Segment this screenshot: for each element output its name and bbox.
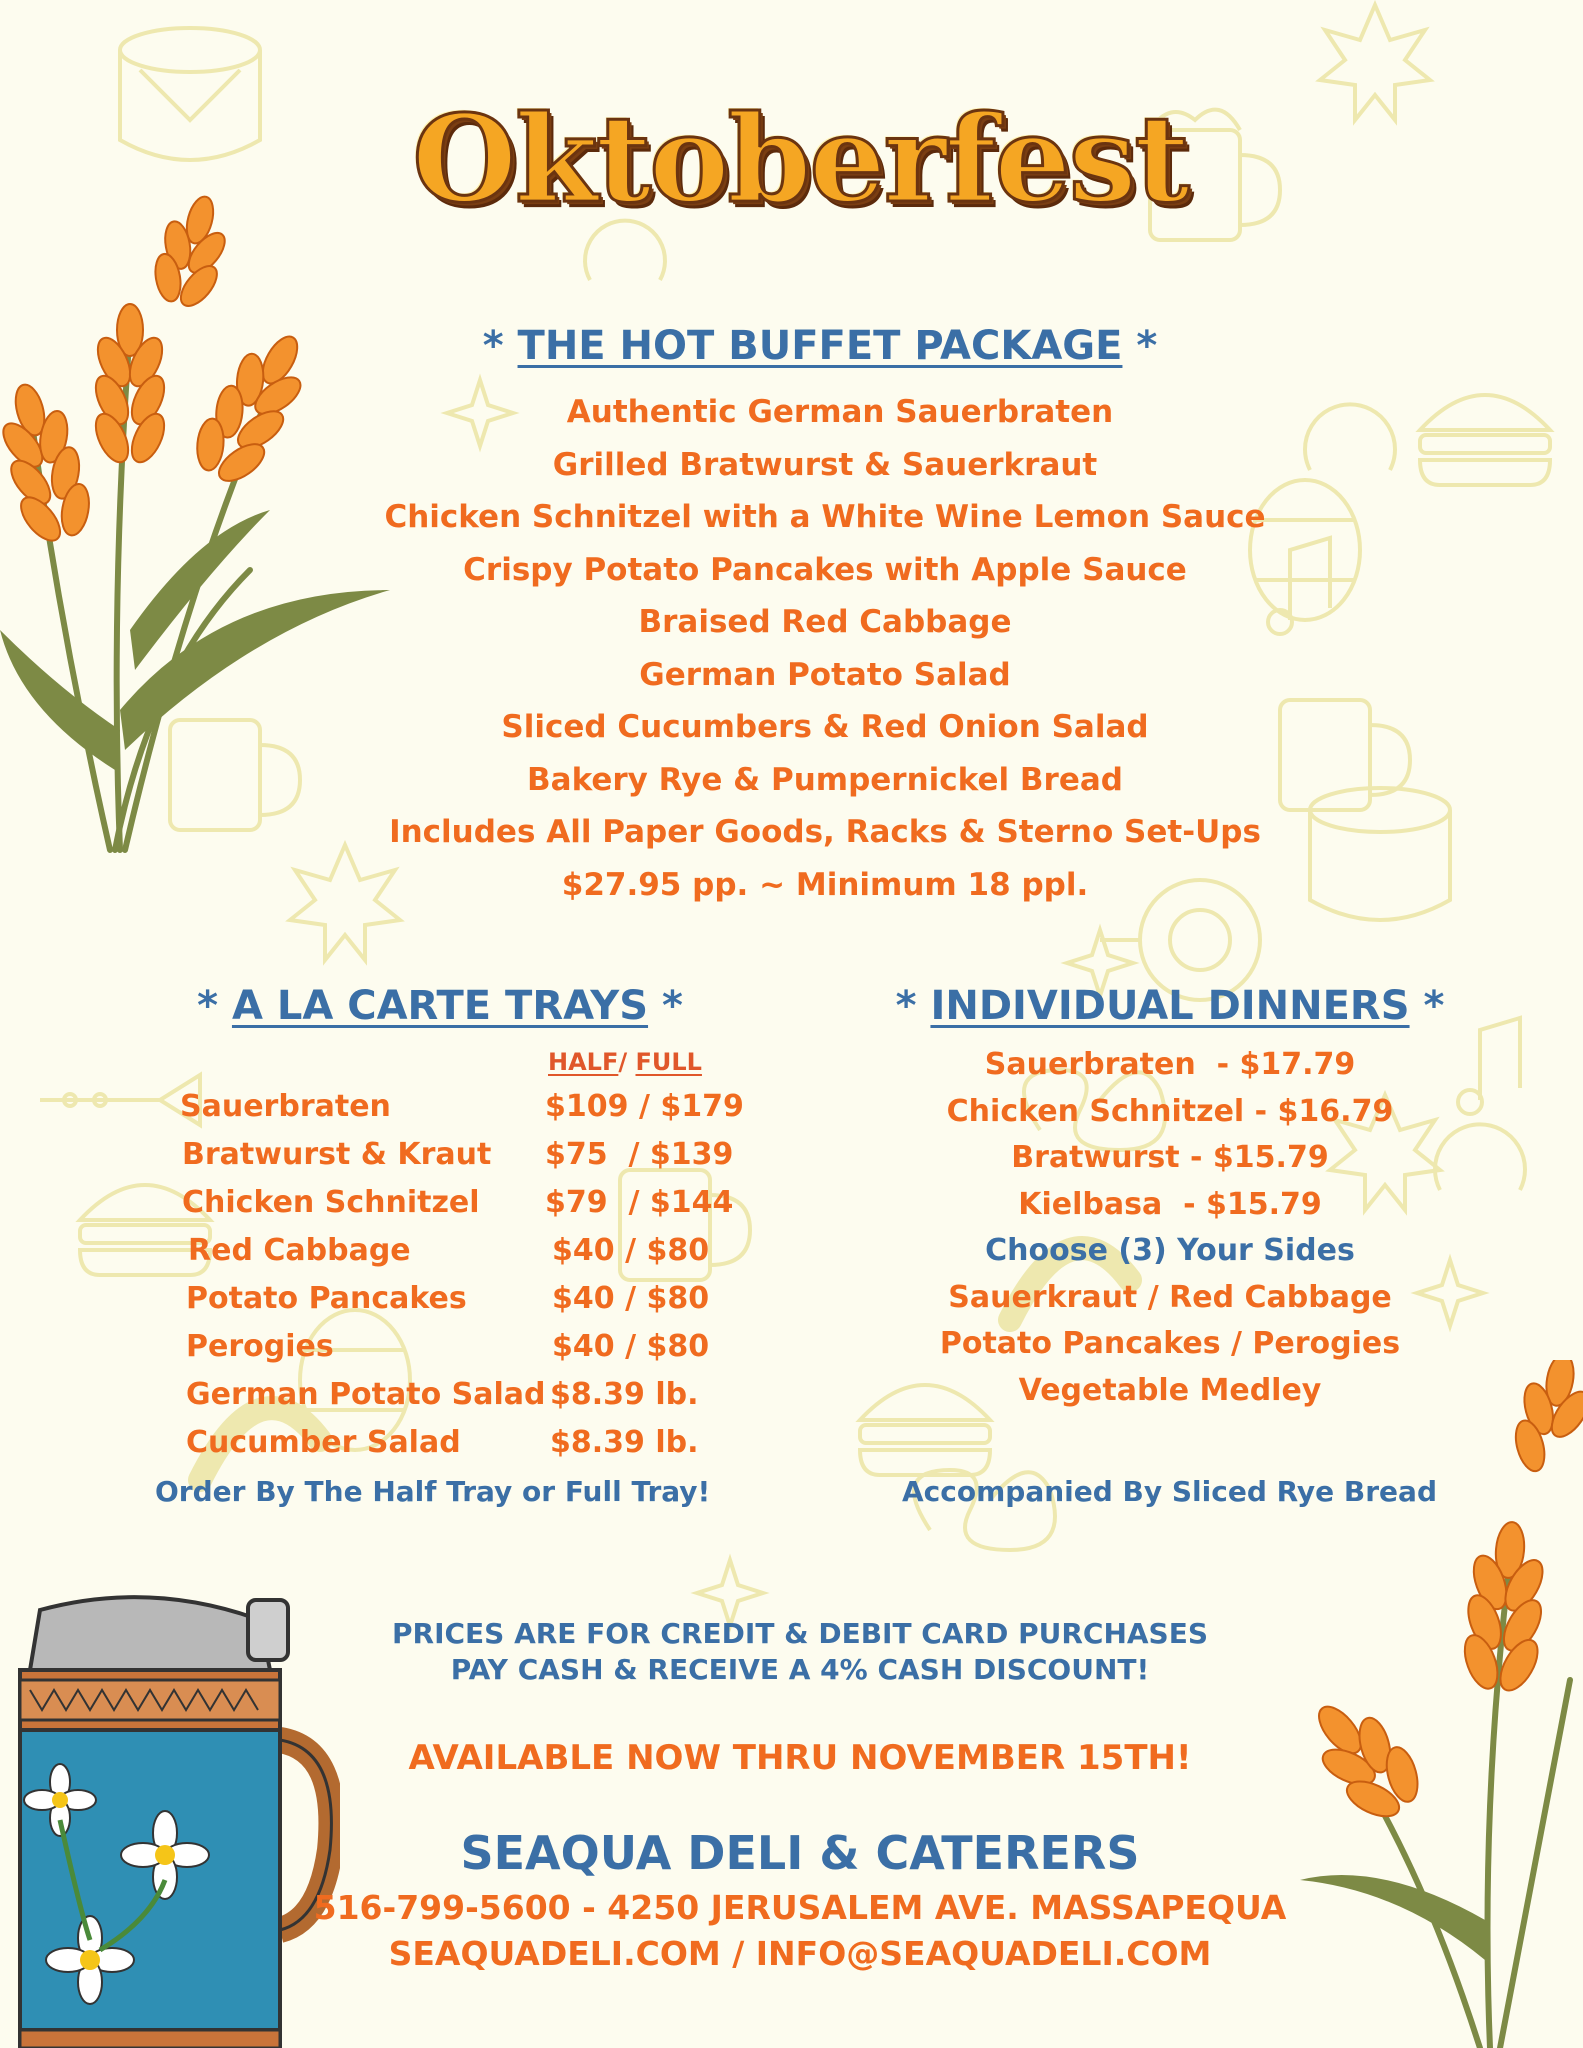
payment-notice-line1: PRICES ARE FOR CREDIT & DEBIT CARD PURCHASES (391, 1617, 1209, 1650)
trays-column-header (548, 1048, 728, 1076)
trays-heading-prefix: * (197, 983, 232, 1029)
tray-name: Sauerbraten (180, 1089, 391, 1124)
tray-row (180, 1137, 740, 1181)
tray-name: Red Cabbage (188, 1233, 411, 1268)
buffet-item: Braised Red Cabbage (638, 604, 1012, 640)
buffet-item: Sliced Cucumbers & Red Onion Salad (501, 709, 1149, 745)
trays-heading-text: A LA CARTE TRAYS (231, 983, 649, 1029)
tray-name: Potato Pancakes (186, 1281, 467, 1316)
col-half: HALF (548, 1048, 619, 1076)
dinners-heading-text: INDIVIDUAL DINNERS (930, 983, 1410, 1029)
dinner-item: Sauerbraten - $17.79 (984, 1047, 1356, 1082)
buffet-price: $27.95 pp. ~ Minimum 18 ppl. (561, 866, 1089, 903)
buffet-heading-prefix: * (482, 323, 518, 369)
tray-price: $8.39 lb. (550, 1425, 699, 1460)
business-web: SEAQUADELI.COM / INFO@SEAQUADELI.COM (388, 1934, 1212, 1973)
tray-price: $40 / $80 (552, 1329, 710, 1364)
dinner-item: Sauerkraut / Red Cabbage (948, 1279, 1392, 1315)
buffet-items (360, 386, 1290, 911)
tray-name: Chicken Schnitzel (182, 1185, 480, 1220)
dinners-heading (870, 978, 1470, 1034)
tray-price: $40 / $80 (552, 1233, 710, 1268)
tray-price: $109 / $179 (545, 1089, 744, 1124)
buffet-item: Includes All Paper Goods, Racks & Sterno Set-Ups (389, 814, 1261, 850)
tray-name: Perogies (186, 1329, 334, 1364)
availability-notice: AVAILABLE NOW THRU NOVEMBER 15TH! (408, 1738, 1192, 1778)
buffet-item: Crispy Potato Pancakes with Apple Sauce (463, 551, 1187, 588)
dinner-items (880, 1042, 1460, 1414)
col-sep: / (618, 1048, 636, 1076)
tray-row (180, 1281, 740, 1325)
dinner-item: Bratwurst - $15.79 (1011, 1140, 1329, 1175)
tray-name: Cucumber Salad (186, 1425, 461, 1460)
buffet-item: Chicken Schnitzel with a White Wine Lemon Sauce (384, 499, 1266, 535)
buffet-heading-text: THE HOT BUFFET PACKAGE (517, 323, 1123, 369)
tray-row (180, 1089, 744, 1133)
tray-name: Bratwurst & Kraut (182, 1137, 492, 1172)
buffet-item: Authentic German Sauerbraten (566, 394, 1114, 430)
business-contact: 516-799-5600 - 4250 JERUSALEM AVE. MASSAPEQUA (313, 1888, 1287, 1927)
dinner-item: Vegetable Medley (1018, 1372, 1322, 1408)
tray-price: $75 / $139 (545, 1137, 734, 1172)
dinner-item: Chicken Schnitzel - $16.79 (946, 1093, 1394, 1129)
dinners-heading-prefix: * (895, 983, 931, 1029)
dinners-note: Accompanied By Sliced Rye Bread (902, 1475, 1437, 1508)
col-full: FULL (635, 1048, 702, 1076)
dinner-item: Kielbasa - $15.79 (1018, 1186, 1322, 1222)
payment-notice-line2: PAY CASH & RECEIVE A 4% CASH DISCOUNT! (450, 1653, 1150, 1686)
tray-price: $79 / $144 (545, 1185, 734, 1220)
trays-note: Order By The Half Tray or Full Tray! (155, 1475, 711, 1508)
dinner-sides-label: Choose (3) Your Sides (985, 1233, 1355, 1268)
page-title: Oktoberfest (412, 89, 1188, 230)
tray-name: German Potato Salad (186, 1377, 546, 1412)
buffet-heading-suffix: * (1122, 323, 1158, 369)
trays-heading-suffix: * (648, 983, 683, 1029)
buffet-heading (400, 318, 1240, 374)
tray-row (180, 1185, 740, 1229)
trays-heading (160, 978, 720, 1034)
tray-row (180, 1425, 740, 1469)
tray-row (180, 1329, 740, 1373)
business-name: SEAQUA DELI & CATERERS (460, 1826, 1140, 1880)
buffet-item: German Potato Salad (639, 656, 1011, 693)
tray-row (180, 1377, 740, 1421)
dinners-heading-suffix: * (1409, 983, 1445, 1029)
dinner-item: Potato Pancakes / Perogies (939, 1326, 1401, 1361)
buffet-item: Bakery Rye & Pumpernickel Bread (527, 761, 1123, 798)
tray-row (180, 1233, 740, 1277)
buffet-item: Grilled Bratwurst & Sauerkraut (552, 446, 1098, 483)
tray-price: $40 / $80 (552, 1281, 710, 1316)
tray-price: $8.39 lb. (550, 1377, 699, 1412)
